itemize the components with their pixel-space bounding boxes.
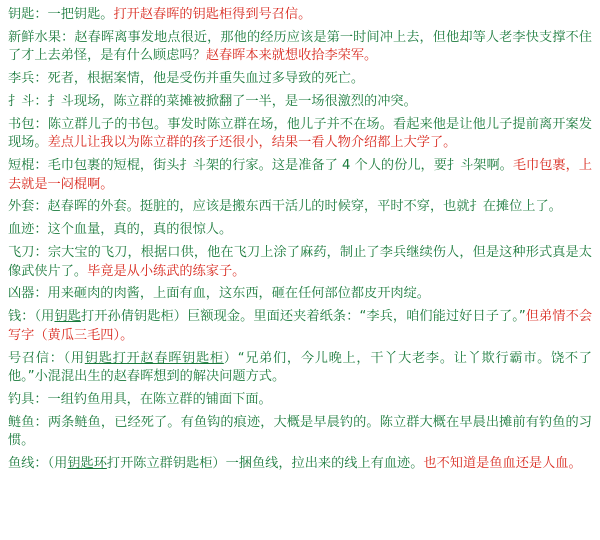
text-run: 打开孙倩钥匙柜）巨额现金。里面还夹着纸条：“李兵，咱们能过好日子了。” xyxy=(80,309,526,325)
text-run: 血迹：这个血量，真的，真的很惊人。 xyxy=(8,222,233,238)
text-run: 毕竟是从小练武的练家子。 xyxy=(87,263,246,279)
text-run: 鲢鱼：两条鲢鱼，已经死了。有鱼钩的痕迹，大概是早晨钓的。陈立群大概在早晨出摊前有钓鱼的习惯。 xyxy=(8,414,592,449)
text-run: 外套：赵春晖的外套。挺脏的，应该是搬东西干活儿的时候穿，平时不穿，也就扌在摊位上了。 xyxy=(8,199,562,215)
keyword-link[interactable]: 钥匙环 xyxy=(67,456,107,472)
text-run: 扌斗：扌斗现场，陈立群的菜摊被掀翻了一半，是一场很激烈的冲突。 xyxy=(8,93,417,109)
text-run: 打开陈立群钥匙柜）一捆鱼线，拉出来的线上有血迹。 xyxy=(106,456,424,472)
document-line xyxy=(8,6,592,25)
text-run: 飞刀：宗大宝的飞刀，根据口供，他在飞刀上涂了麻药，制止了李兵继续伤人，但是这种形式真是太像武侠片了。 xyxy=(8,245,592,279)
text-run: 赵春晖本来就想收拾李荣军。 xyxy=(205,48,378,64)
document-line xyxy=(8,116,592,153)
document-line xyxy=(8,93,592,112)
document-line xyxy=(8,455,592,474)
document-line xyxy=(8,350,592,387)
text-run: 也不知道是鱼血还是人血。 xyxy=(423,456,582,472)
text-run: 钱：（用 xyxy=(8,309,55,325)
document-line xyxy=(8,29,592,66)
document-line xyxy=(8,244,592,281)
document-line xyxy=(8,414,592,451)
document-line xyxy=(8,308,592,345)
text-run: 钓具：一组钓鱼用具，在陈立群的铺面下面。 xyxy=(8,391,272,407)
text-run: 短棍：毛巾包裹的短棍，街头扌斗架的行家。这是准备了 4 个人的份儿，要扌斗架啊。 xyxy=(8,158,513,174)
text-run: 李兵：死者，根据案情，他是受伤并重失血过多导致的死亡。 xyxy=(8,71,365,87)
text-run: 钥匙：一把钥匙。 xyxy=(8,7,114,22)
document-line xyxy=(8,157,592,194)
document-line xyxy=(8,198,592,217)
document-line xyxy=(8,285,592,304)
text-run: 差点儿让我以为陈立群的孩子还很小，结果一看人物介绍都上大学了。 xyxy=(47,135,457,151)
document-line xyxy=(8,221,592,240)
text-run: 打开赵春晖的钥匙柜得到号召信。 xyxy=(113,7,312,22)
text-run: ）“兄弟们，今儿晚上，干丫大老李。让丫欺行霸市。饶不了他。”小混混出生的赵春晖想到的解决问题方式。 xyxy=(8,350,592,385)
keyword-link[interactable]: 钥匙打开赵春晖钥匙柜 xyxy=(84,350,224,366)
text-run: 但弟情不会写字（黄瓜三毛四）。 xyxy=(8,309,593,343)
text-run: 凶器：用来砸肉的肉酱，上面有血，这东西，砸在任何部位都皮开肉绽。 xyxy=(8,286,430,302)
document-line xyxy=(8,70,592,89)
text-run: 新鲜水果：赵春晖离事发地点很近，那他的经历应该是第一时间冲上去，但他却等人老李快支撑不住了才上去弟怪，是有什么顾虑吗？ xyxy=(8,29,592,64)
text-run: 号召信：（用 xyxy=(8,350,85,366)
keyword-link[interactable]: 钥匙 xyxy=(54,309,81,325)
document-line xyxy=(8,391,592,410)
text-run: 鱼线：（用 xyxy=(8,456,68,472)
text-run: 书包：陈立群儿子的书包。事发时陈立群在场，他儿子并不在场。看起来他是让他儿子提前离开案发现场。 xyxy=(8,116,592,151)
text-run: 毛巾包裹，上去就是一闷棍啊。 xyxy=(8,158,593,192)
